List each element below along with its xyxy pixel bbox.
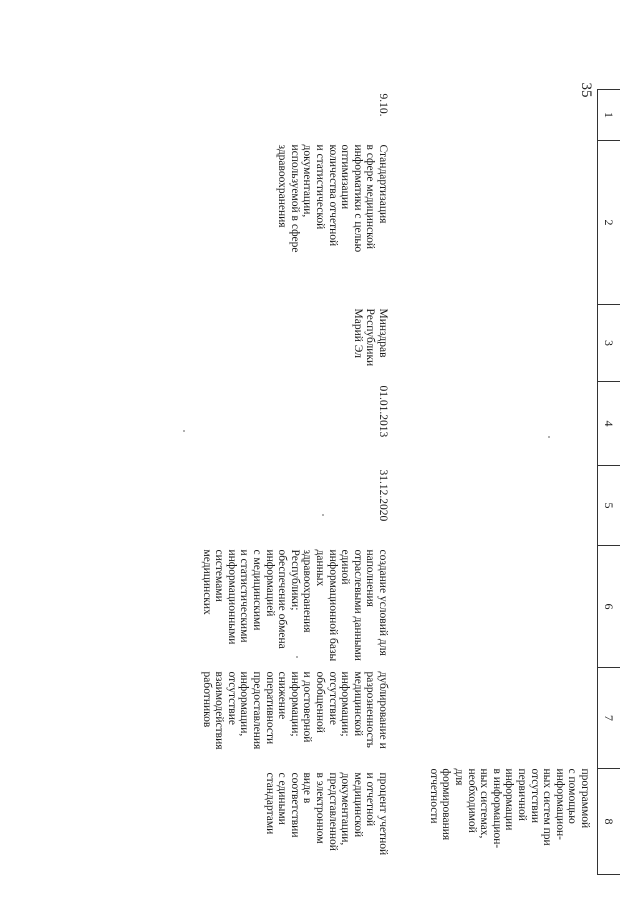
rotated-table: [106, 89, 620, 874]
header-col-3: 3: [598, 305, 621, 382]
executor-cell: Минздрав Республики Марий Эл: [351, 308, 389, 367]
header-col-4: 4: [598, 382, 621, 466]
document-page: [20, 20, 620, 885]
expected-result-cell: создание условий для наполнения отраслевыми данными единой информационной базы данных здравоохранения Республики; обеспечение обмена информацией с медицинскими и статистическими информационными системами медицинских: [200, 549, 389, 662]
header-col-6: 6: [598, 546, 621, 668]
header-col-7: 7: [598, 668, 621, 769]
consequences-cell: дублирование и разрозненность медицинской информации; отсутствие обобщенной и достоверной информации; снижение оперативности предоставления информации, отсутствие взаимодействия работников: [200, 671, 389, 750]
program-table: [109, 89, 620, 875]
start-date-cell: 01.01.2013: [377, 385, 389, 438]
header-col-1: 1: [598, 90, 621, 141]
header-col-2: 2: [598, 141, 621, 305]
row-number-cell: 9.10.: [377, 93, 389, 117]
continuation-indicator-cell: программой с помощью информацион- ных систем при отсутствии первичной информации в информацион- ных системах, необходимой для формирования отчетности: [427, 768, 591, 849]
page-number: 35: [578, 82, 594, 98]
measure-name-cell: Стандартизация в сфере медицинской информатики с целью оптимизации количества отчетной и статистической документации, используемой в сфере здравоохранения: [276, 144, 389, 253]
indicator-cell: процент учетной и отчетной медицинской документации, представленной в электронном виде в соответствии с едиными стандартами: [263, 772, 389, 856]
header-col-8: 8: [598, 769, 621, 875]
continuation-row: [395, 90, 598, 875]
table-row: [109, 90, 395, 875]
header-col-5: 5: [598, 466, 621, 546]
header-row: [598, 90, 621, 875]
end-date-cell: 31.12.2020: [377, 469, 389, 522]
